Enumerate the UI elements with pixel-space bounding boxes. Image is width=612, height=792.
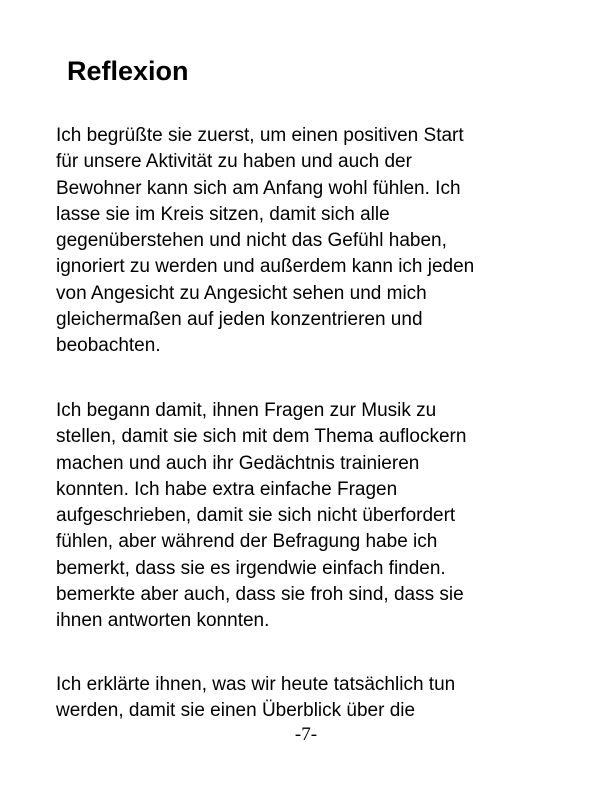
text-line: Ich begann damit, ihnen Fragen zur Musik zu (56, 400, 437, 421)
text-line: von Angesicht zu Angesicht sehen und mich (56, 282, 427, 304)
text-line: Ich erklärte ihnen, was wir heute tatsächlich tun (56, 674, 456, 695)
text-line: aufgeschrieben, damit sie sich nicht überfordert (56, 505, 456, 527)
text-line: werden, damit sie einen Überblick über die (56, 700, 416, 722)
paragraph-3 (56, 672, 455, 725)
text-line: fühlen, aber während der Befragung habe ich (56, 531, 438, 553)
text-line: Ich begrüßte sie zuerst, um einen positiven Start (56, 125, 464, 146)
text-line: machen und auch ihr Gedächtnis trainieren (56, 452, 420, 474)
text-line: für unsere Aktivität zu haben und auch der (56, 151, 412, 173)
page-number: -7- (294, 724, 318, 745)
text-line: bemerkt, dass sie es irgendwie einfach finden. (56, 557, 446, 579)
text-line: gleichermaßen auf jeden konzentrieren und (56, 309, 423, 331)
text-line: bemerkte aber auch, dass sie froh sind, dass sie (56, 584, 464, 606)
text-line: Bewohner kann sich am Anfang wohl fühlen. Ich (56, 177, 461, 199)
paragraph-1 (56, 123, 474, 360)
section-heading: Reflexion (67, 56, 189, 86)
text-line: ihnen antworten konnten. (56, 610, 270, 632)
text-line: lasse sie im Kreis sitzen, damit sich alle (56, 203, 390, 225)
text-line: gegenüberstehen und nicht das Gefühl haben, (56, 230, 447, 252)
text-line: beobachten. (56, 335, 161, 357)
text-line: konnten. Ich habe extra einfache Fragen (56, 478, 398, 500)
text-line: ignoriert zu werden und außerdem kann ich jeden (56, 256, 475, 278)
text-line: stellen, damit sie sich mit dem Thema auflockern (56, 426, 467, 448)
paragraph-2 (56, 398, 466, 635)
